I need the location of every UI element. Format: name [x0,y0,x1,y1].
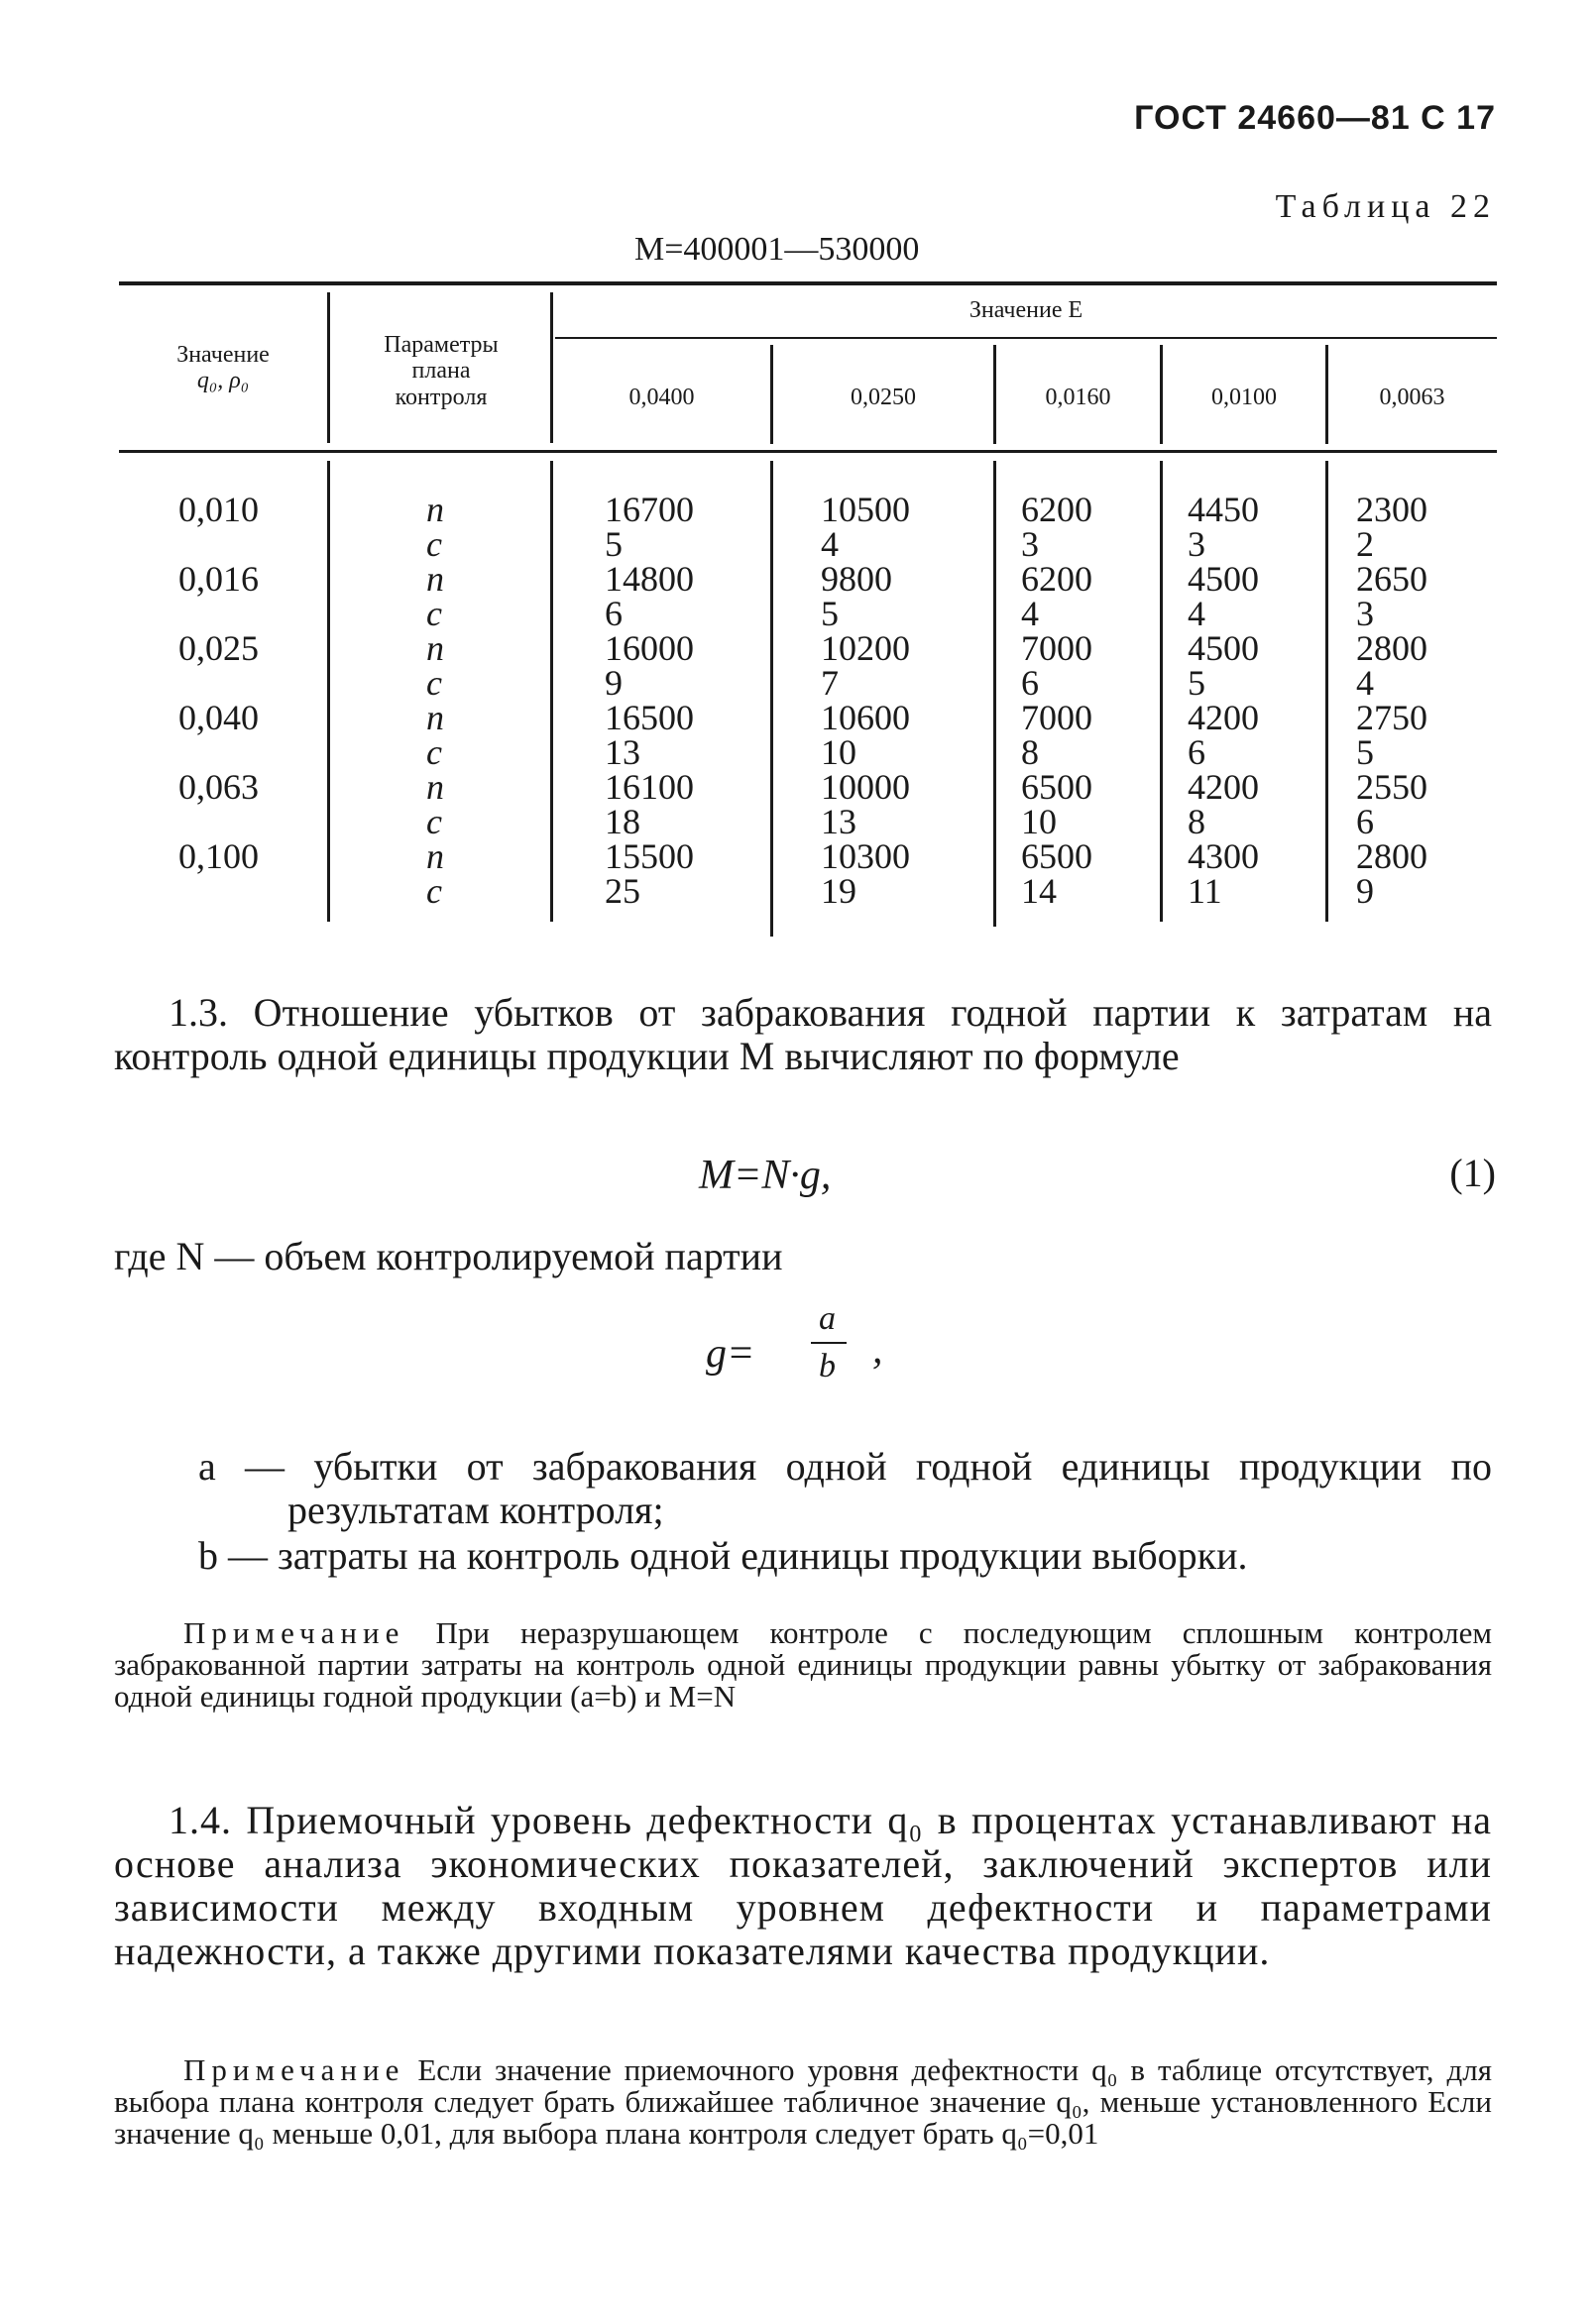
formula-g-numerator: a [819,1300,836,1337]
table-vrule-3-head [770,345,773,444]
formula-number: (1) [1449,1151,1496,1195]
param-cell: c [426,871,442,911]
table-cell: 10500 [821,490,910,529]
formula-g-denominator: b [819,1348,836,1384]
table-cell: 4 [1021,594,1039,633]
note-1-text: При неразрушающем контроле с последующим сплошным контролем забракованной партии затраты на контроль одной единицы продукции равны убытку от забракования одной единицы годной продукции (a=b) и M=N [114,1615,1493,1714]
table-cell: 16700 [605,490,694,529]
table-cell: 15500 [605,836,694,876]
table-group-rule [555,337,1497,339]
header-e-value: 0,0250 [851,385,916,410]
table-cell: 18 [605,802,640,841]
table-cell: 16500 [605,698,694,737]
param-cell: c [426,524,442,564]
q-value-cell: 0,063 [178,767,259,807]
param-cell: n [426,767,444,807]
section-1-3-paragraph: 1.3. Отношение убытков от забракования годной партии к затратам на контроль одной единицы продукции М вычисляют по формуле [114,990,1492,1078]
param-cell: n [426,698,444,737]
header-e-value: 0,0100 [1211,385,1277,410]
table-cell: 10000 [821,767,910,807]
table-cell: 6 [1356,802,1374,841]
table-cell: 6 [1021,663,1039,703]
table-cell: 11 [1188,871,1222,911]
table-cell: 10200 [821,628,910,668]
table-cell: 7000 [1021,628,1092,668]
note-1-label: Примечание [183,1615,405,1650]
table-cell: 2300 [1356,490,1427,529]
table-cell: 19 [821,871,856,911]
header-plan-params-line3: контроля [395,384,488,410]
table-cell: 9800 [821,559,892,599]
table-cell: 2750 [1356,698,1427,737]
header-plan-params-line1: Параметры [384,332,499,358]
table-cell: 8 [1021,732,1039,772]
table-cell: 2 [1356,524,1374,564]
table-vrule-2-head [550,292,553,443]
e-column-0400 [605,490,694,911]
e-column-0063 [1356,490,1427,911]
table-cell: 9 [1356,871,1374,911]
table-cell: 10600 [821,698,910,737]
note-2-label: Примечание [183,2052,405,2087]
header-e-value: 0,0400 [628,385,695,410]
param-cell: c [426,594,442,633]
table-cell: 10 [821,732,856,772]
definition-b: b — затраты на контроль одной единицы продукции выборки. [198,1533,1248,1578]
header-e-value: 0,0160 [1045,385,1111,410]
table-cell: 2800 [1356,836,1427,876]
q-value-cell: 0,010 [178,490,259,529]
table-cell: 4200 [1188,698,1259,737]
table-cell: 25 [605,871,640,911]
q-value-cell: 0,025 [178,628,259,668]
table-cell: 5 [1356,732,1374,772]
header-plan-params [337,332,545,410]
e-column-0250 [821,490,910,911]
table-cell: 13 [605,732,640,772]
table-cell: 4500 [1188,628,1259,668]
note-2 [114,2054,1492,2150]
page-header: ГОСТ 24660—81 С 17 [1134,99,1496,137]
formula-g-fraction-bar [811,1342,847,1344]
header-e-group: Значение E [968,297,1083,323]
param-cell: c [426,802,442,841]
table-cell: 13 [821,802,856,841]
formula-g: g= [706,1331,755,1377]
table-cell: 6 [605,594,623,633]
table-cell: 16100 [605,767,694,807]
q-value-cell: 0,040 [178,698,259,737]
param-cell: n [426,490,444,529]
param-cell: c [426,732,442,772]
e-column-0100 [1188,490,1259,911]
q-value-cell: 0,100 [178,836,259,876]
formula-m: М=N·g, [699,1153,832,1198]
table-cell: 2650 [1356,559,1427,599]
table-cell: 4 [821,524,839,564]
note-2-text: Если значение приемочного уровня дефектности q₀ в таблице отсутствует, для выбора плана контроля следует брать ближайшее табличное значение q₀, меньше установленного Если значение q₀ меньше 0,01, для выбора плана контроля следует брать q₀=0,01 [114,2052,1493,2151]
param-cell: n [426,559,444,599]
header-q-value-line1: Значение [176,342,270,368]
header-q-value [129,342,317,394]
q-value-cell: 0,016 [178,559,259,599]
table-cell: 2550 [1356,767,1427,807]
table-vrule-2-body [550,461,553,922]
note-1 [114,1617,1492,1713]
table-vrule-1-body [327,461,330,922]
table-cell: 5 [1188,663,1205,703]
table-cell: 3 [1356,594,1374,633]
section-1-4-paragraph: 1.4. Приемочный уровень дефектности q₀ в процентах устанавливают на основе анализа экономических показателей, заключений экспертов или зависимости между входным уровнем дефектности и параметрами надежности, а также другими показателями качества продукции. [114,1798,1492,1973]
table-header-rule [119,450,1497,453]
table-cell: 9 [605,663,623,703]
table-cell: 4500 [1188,559,1259,599]
table-cell: 10 [1021,802,1057,841]
table-cell: 8 [1188,802,1205,841]
table-cell: 3 [1021,524,1039,564]
table-cell: 7 [821,663,839,703]
table-vrule-3-body [770,461,773,937]
formula-g-comma: , [872,1327,883,1373]
table-vrule-1-head [327,292,330,443]
where-line: где N — объем контролируемой партии [114,1234,783,1278]
definition-a: a — убытки от забракования одной годной единицы продукции по результатам контроля; [198,1444,1492,1532]
table-cell: 14 [1021,871,1057,911]
table-cell: 4 [1188,594,1205,633]
table-cell: 16000 [605,628,694,668]
e-column-0160 [1021,490,1092,911]
table-cell: 5 [605,524,623,564]
table-vrule-5-head [1160,345,1163,444]
table-vrule-4-body [993,461,996,927]
table-cell: 7000 [1021,698,1092,737]
table-cell: 4200 [1188,767,1259,807]
table-cell: 5 [821,594,839,633]
header-plan-params-line2: плана [411,358,471,385]
table-top-rule [119,281,1497,285]
header-q-value-line2: q₀, ρ₀ [196,368,250,394]
table-vrule-6-body [1325,461,1328,922]
table-cell: 4450 [1188,490,1259,529]
table-cell: 6200 [1021,490,1092,529]
table-cell: 3 [1188,524,1205,564]
table-caption: Таблица 22 [1275,188,1496,225]
table-vrule-6-head [1325,345,1328,444]
table-vrule-5-body [1160,461,1163,922]
table-vrule-4-head [993,345,996,444]
table-cell: 4300 [1188,836,1259,876]
param-cell: c [426,663,442,703]
table-cell: 6500 [1021,836,1092,876]
table-cell: 2800 [1356,628,1427,668]
param-cell: n [426,836,444,876]
param-cell: n [426,628,444,668]
table-cell: 6500 [1021,767,1092,807]
table-cell: 10300 [821,836,910,876]
header-e-value: 0,0063 [1379,385,1445,410]
table-cell: 14800 [605,559,694,599]
table-cell: 4 [1356,663,1374,703]
table-cell: 6200 [1021,559,1092,599]
table-range-label: М=400001—530000 [634,231,920,268]
table-cell: 6 [1188,732,1205,772]
